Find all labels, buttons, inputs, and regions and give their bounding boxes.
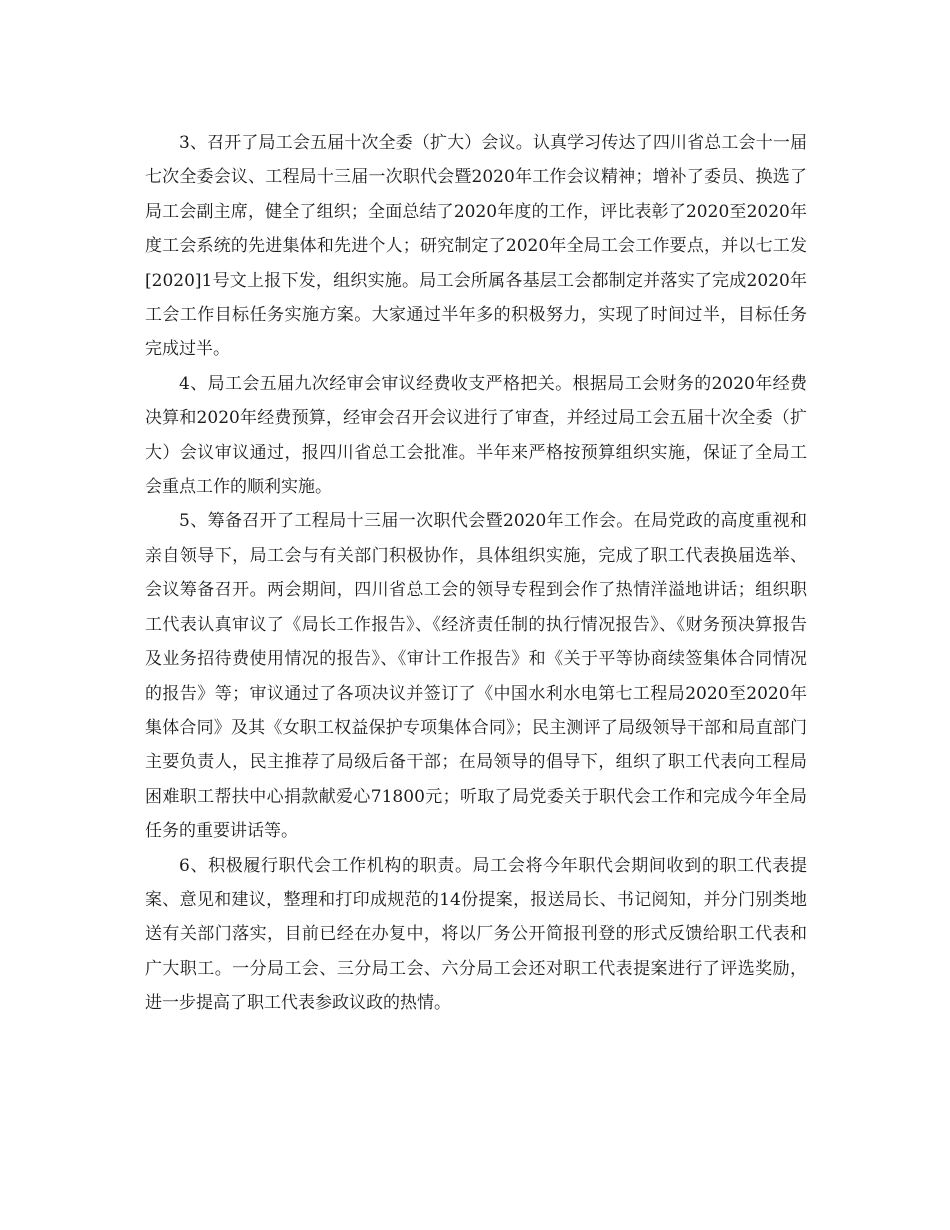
paragraph-4: 4、局工会五届九次经审会审议经费收支严格把关。根据局工会财务的2020年经费决算和2020年经费预算，经审会召开会议进行了审查，并经过局工会五届十次全委（扩大）会议审议通过，报四川省总工会批准。半年来严格按预算组织实施，保证了全局工会重点工作的顺利实施。: [145, 373, 807, 498]
document-body: [145, 126, 807, 1021]
paragraph-5: 5、筹备召开了工程局十三届一次职代会暨2020年工作会。在局党政的高度重视和亲自领导下，局工会与有关部门积极协作，具体组织实施，完成了职工代表换届选举、会议筹备召开。两会期间，四川省总工会的领导专程到会作了热情洋溢地讲话；组织职工代表认真审议了《局长工作报告》、《经济责任制的执行情况报告》、《财务预决算报告及业务招待费使用情况的报告》、《审计工作报告》和《关于平等协商续签集体合同情况的报告》等；审议通过了各项决议并签订了《中国水利水电第七工程局2020至2020年集体合同》及其《女职工权益保护专项集体合同》；民主测评了局级领导干部和局直部门主要负责人，民主推荐了局级后备干部；在局领导的倡导下，组织了职工代表向工程局困难职工帮扶中心捐款献爱心71800元；听取了局党委关于职代会工作和完成今年全局任务的重要讲话等。: [145, 511, 807, 842]
paragraph-3: 3、召开了局工会五届十次全委（扩大）会议。认真学习传达了四川省总工会十一届七次全委会议、工程局十三届一次职代会暨2020年工作会议精神；增补了委员、换选了局工会副主席，健全了组织；全面总结了2020年度的工作，评比表彰了2020至2020年度工会系统的先进集体和先进个人；研究制定了2020年全局工会工作要点，并以七工发[2020]1号文上报下发，组织实施。局工会所属各基层工会都制定并落实了完成2020年工会工作目标任务实施方案。大家通过半年多的积极努力，实现了时间过半，目标任务完成过半。: [145, 133, 807, 360]
paragraph-6: 6、积极履行职代会工作机构的职责。局工会将今年职代会期间收到的职工代表提案、意见和建议，整理和打印成规范的14份提案，报送局长、书记阅知，并分门别类地送有关部门落实，目前已经在办复中，将以厂务公开简报刊登的形式反馈给职工代表和广大职工。一分局工会、三分局工会、六分局工会还对职工代表提案进行了评选奖励，进一步提高了职工代表参政议政的热情。: [145, 855, 807, 1014]
